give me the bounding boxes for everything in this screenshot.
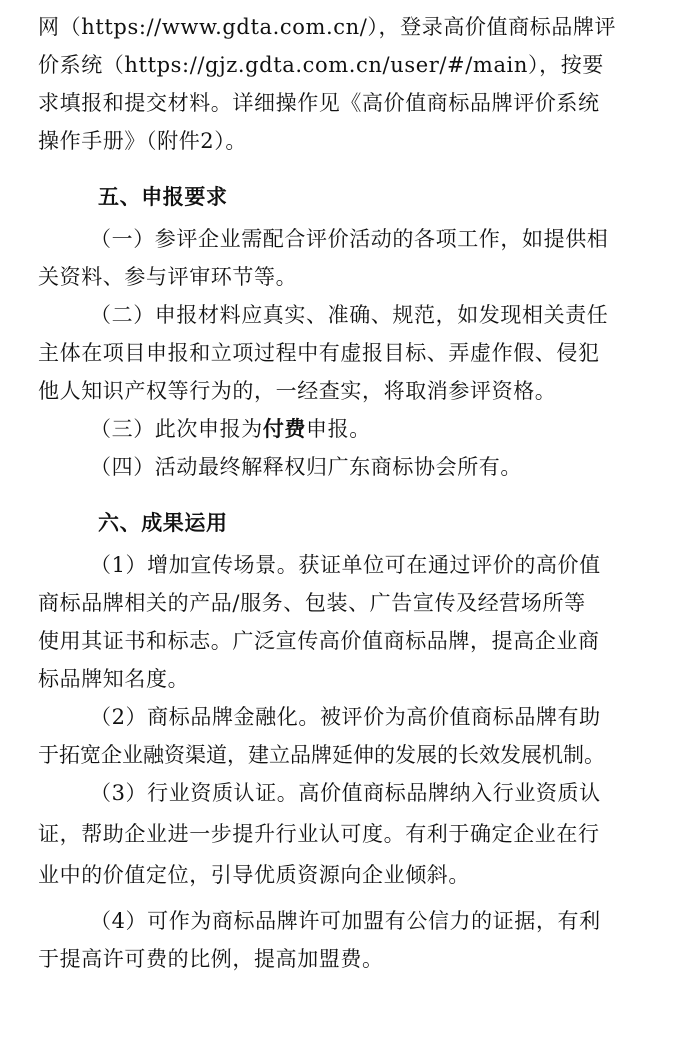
emphasis-text: 付费	[262, 417, 307, 441]
result-item-2	[38, 698, 642, 774]
text-line: 证，帮助企业进一步提升行业认可度。有利于确定企业在行	[38, 822, 600, 846]
result-item-1	[38, 546, 642, 698]
requirement-item-4: （四）活动最终解释权归广东商标协会所有。	[90, 455, 522, 479]
intro-paragraph	[38, 8, 642, 160]
text-line: （一）参评企业需配合评价活动的各项工作，如提供相	[90, 227, 609, 251]
text-line: （1）增加宣传场景。获证单位可在通过评价的高价值	[90, 553, 601, 577]
text-line: 标品牌知名度。	[38, 667, 190, 691]
text-line: 他人知识产权等行为的，一经查实，将取消参评资格。	[38, 379, 557, 403]
result-item-3	[38, 774, 642, 894]
document-page	[38, 8, 642, 978]
text-line: 操作手册》（附件2）。	[38, 129, 247, 153]
text-line: 价系统（https://gjz.gdta.com.cn/user/#/main），按要	[38, 53, 604, 77]
text-line: （二）申报材料应真实、准确、规范，如发现相关责任	[90, 303, 609, 327]
text-line: 业中的价值定位，引导优质资源向企业倾斜。	[38, 863, 470, 887]
text-line: 网（https://www.gdta.com.cn/），登录高价值商标品牌评	[38, 15, 617, 39]
section-heading-requirements: 五、申报要求	[98, 185, 228, 209]
requirement-item-1	[38, 220, 642, 296]
text-line: （4）可作为商标品牌许可加盟有公信力的证据，有利	[90, 909, 601, 933]
text-span: （三）此次申报为	[90, 417, 263, 441]
text-line: 求填报和提交材料。详细操作见《高价值商标品牌评价系统	[38, 91, 600, 115]
text-line: （3）行业资质认证。高价值商标品牌纳入行业资质认	[90, 781, 601, 805]
text-line: 主体在项目申报和立项过程中有虚报目标、弄虚作假、侵犯	[38, 341, 600, 365]
text-line: 商标品牌相关的产品/服务、包装、广告宣传及经营场所等	[38, 591, 586, 615]
result-item-4	[38, 902, 642, 978]
text-line: 关资料、参与评审环节等。	[38, 265, 298, 289]
text-span: 申报。	[306, 417, 371, 441]
text-line: 于提高许可费的比例，提高加盟费。	[38, 947, 384, 971]
requirement-item-2	[38, 296, 642, 410]
text-line: （2）商标品牌金融化。被评价为高价值商标品牌有助	[90, 705, 601, 729]
text-line: 于拓宽企业融资渠道，建立品牌延伸的发展的长效发展机制。	[38, 743, 605, 767]
text-line: 使用其证书和标志。广泛宣传高价值商标品牌，提高企业商	[38, 629, 600, 653]
requirement-item-3	[38, 410, 642, 448]
section-heading-results: 六、成果运用	[98, 511, 228, 535]
